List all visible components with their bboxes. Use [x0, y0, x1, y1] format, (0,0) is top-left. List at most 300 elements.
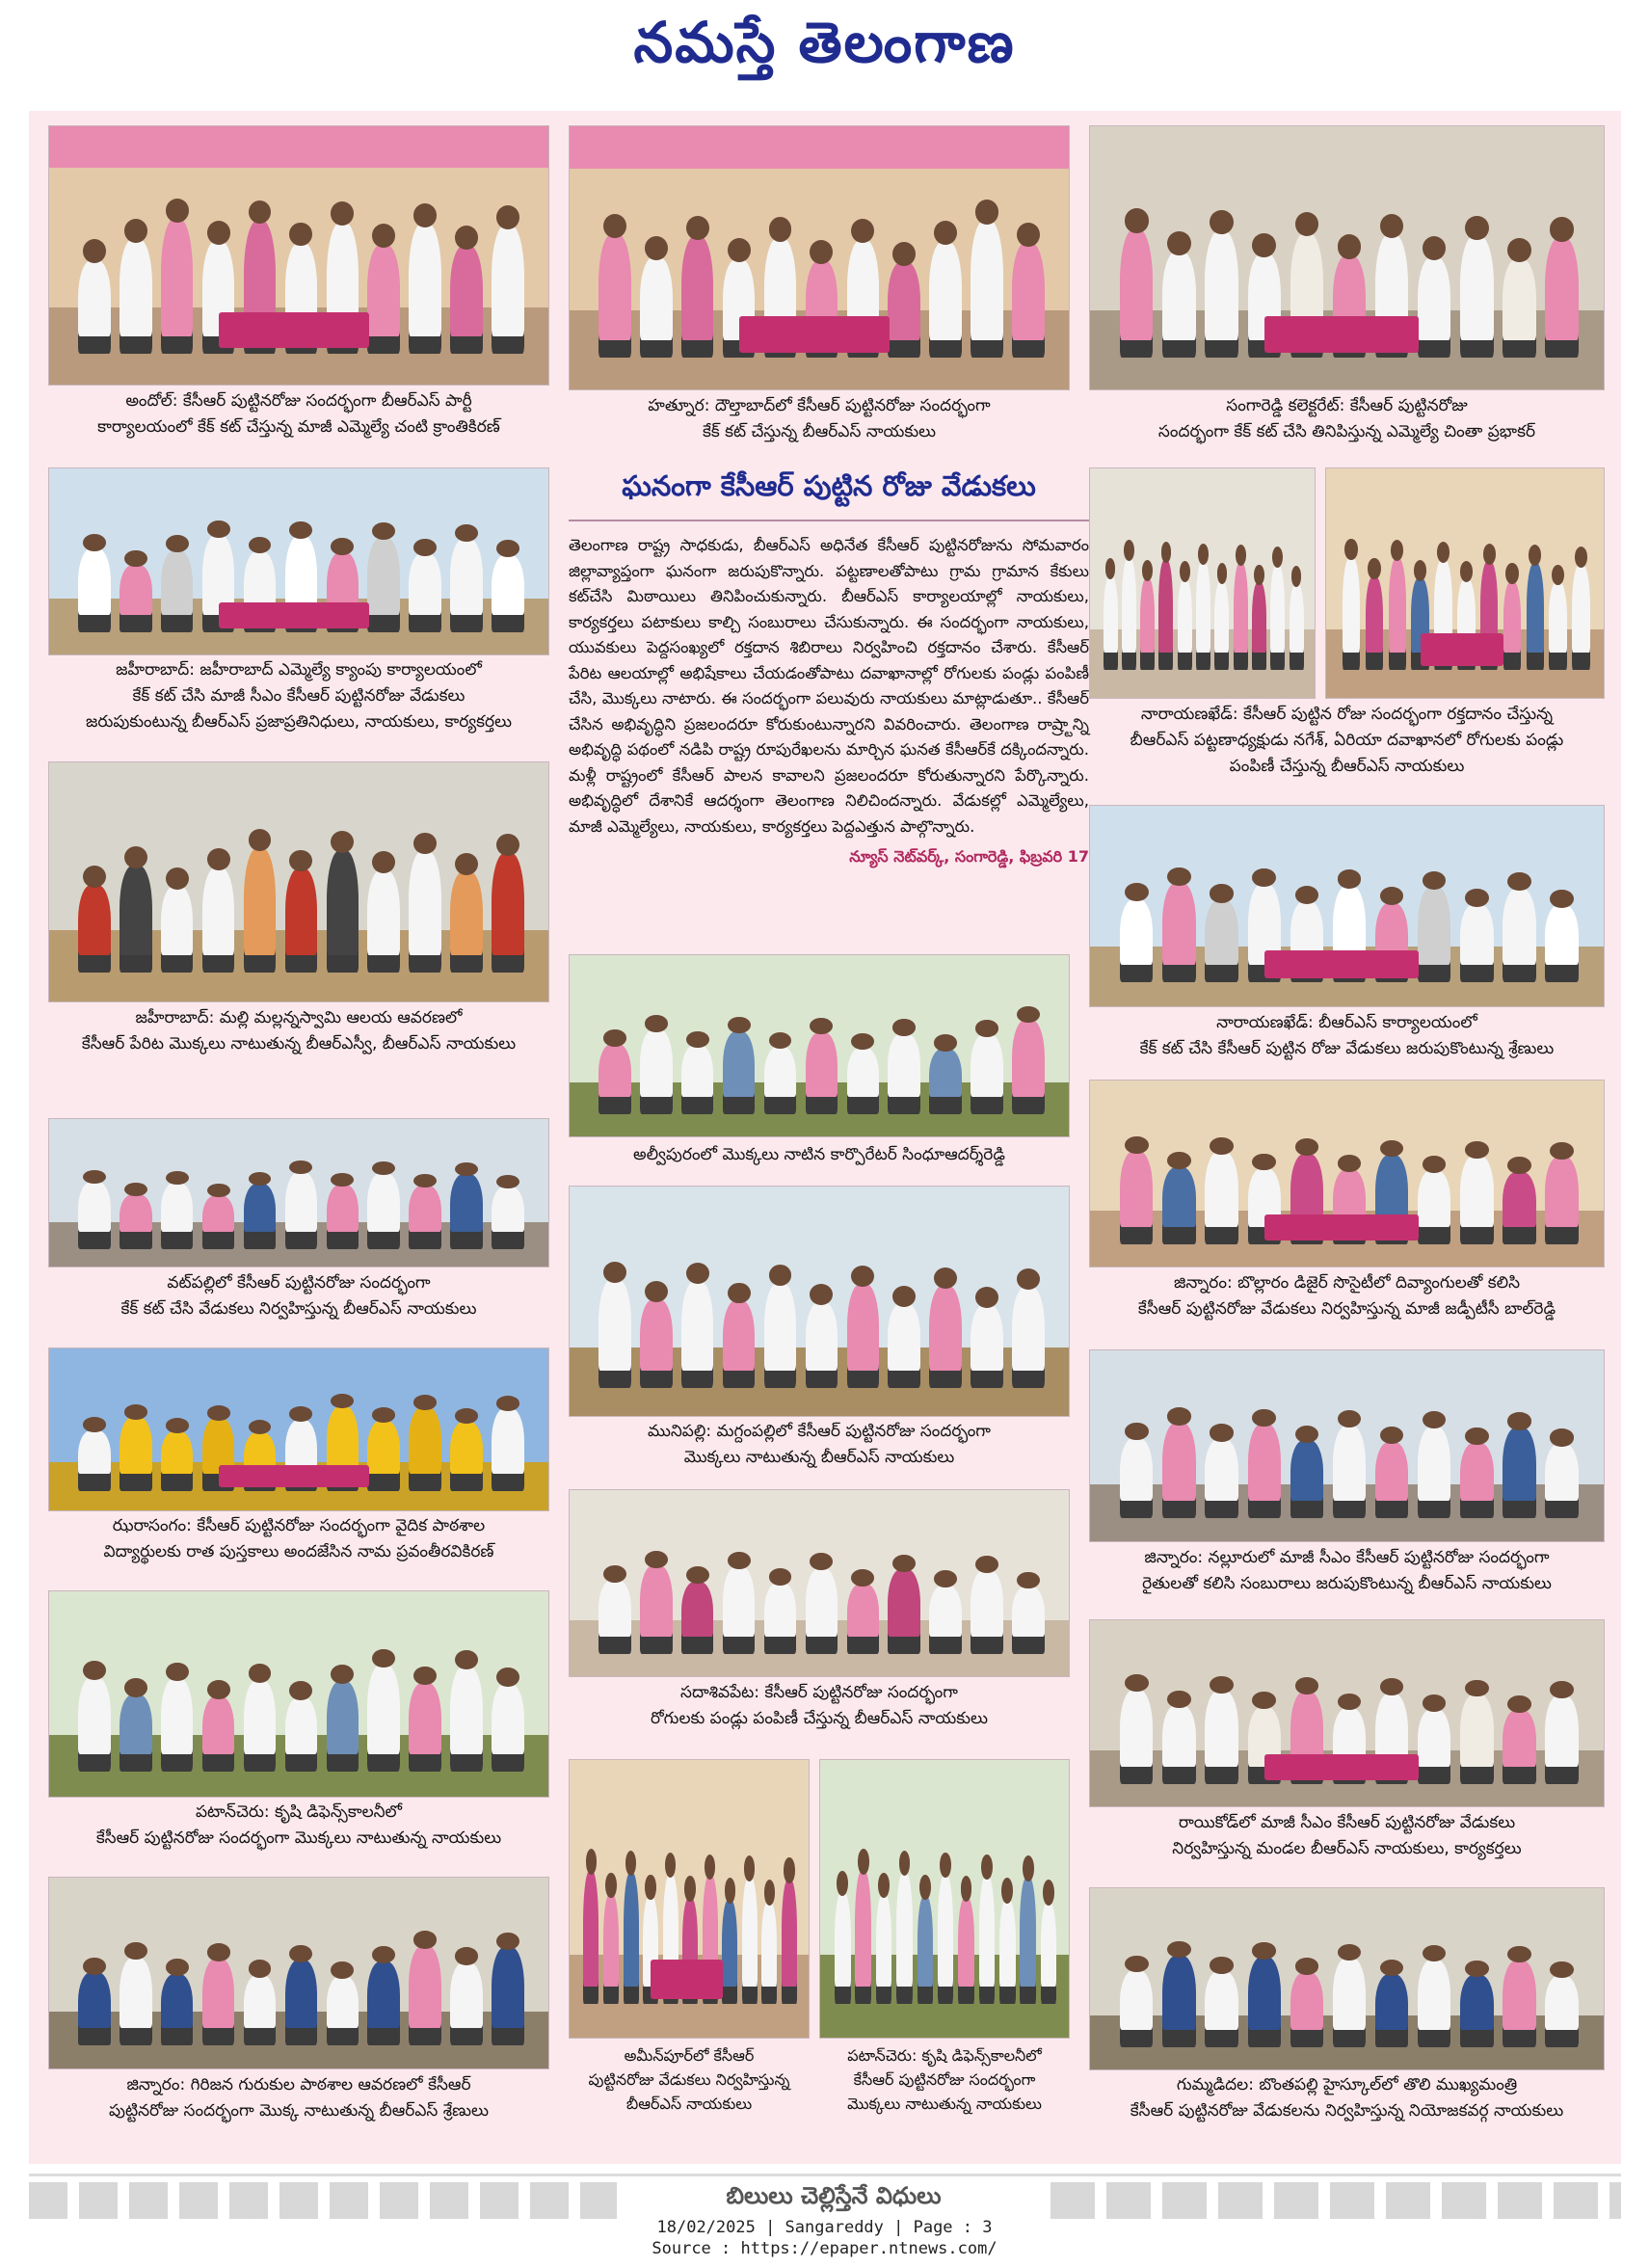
photo-person — [1503, 889, 1535, 982]
photo-person — [78, 885, 110, 974]
photo-patancheru-defence — [819, 1759, 1070, 2039]
photo-person-head — [645, 236, 668, 260]
photo-person — [1214, 581, 1229, 671]
photo-person-head — [686, 1263, 709, 1284]
photo-person — [161, 219, 193, 354]
photo-person-head — [207, 1184, 230, 1197]
photo-crowd — [69, 1152, 529, 1249]
photo-person — [1162, 1705, 1195, 1784]
photo-sadasivpet-hospital — [569, 1489, 1070, 1677]
photo-person-head — [1167, 1152, 1191, 1169]
photo-person-head — [1125, 883, 1149, 901]
photo-person-head — [83, 534, 106, 551]
photo-person — [1545, 1976, 1578, 2047]
photo-person — [1333, 1426, 1366, 1519]
photo-person-head — [728, 1017, 751, 1033]
photo-person-head — [1252, 233, 1276, 257]
photo-person-head — [899, 1851, 911, 1877]
photo-person — [1460, 1975, 1493, 2048]
caption-line: మొక్కలు నాటుతున్న బీఆర్ఎస్ నాయకులు — [683, 1448, 955, 1467]
photo-person — [78, 1182, 110, 1249]
photo-person-head — [934, 1267, 957, 1289]
photo-person — [847, 1584, 879, 1654]
photo-person — [1104, 576, 1118, 670]
photo-cake-table — [219, 312, 368, 349]
photo-person — [1460, 1156, 1493, 1244]
photo-hatnoor-cake — [569, 125, 1070, 390]
photo-person — [1290, 584, 1304, 671]
photo-person — [1120, 1970, 1153, 2048]
photo-person-head — [1125, 1136, 1149, 1154]
photo-person — [640, 1029, 672, 1114]
photo-person-head — [413, 1667, 437, 1686]
photo-person-head — [1210, 884, 1234, 902]
photo-person — [1418, 1960, 1450, 2048]
photo-person-head — [1368, 558, 1380, 579]
caption-line: కేసీఆర్ పుట్టినరోజు వేడుకలు నిర్వహిస్తున్న మాజీ జడ్పీటీసీ బాల్‌రెడ్డి — [1137, 1299, 1556, 1319]
photo-person-head — [249, 1664, 272, 1683]
photo-person — [583, 1871, 598, 2005]
photo-person — [202, 867, 234, 974]
photo-person-head — [83, 1170, 106, 1184]
photo-person-head — [728, 238, 751, 262]
photo-person-head — [1198, 544, 1209, 565]
photo-person-head — [413, 1395, 437, 1410]
photo-person — [723, 1566, 755, 1653]
photo-person — [971, 1570, 1002, 1654]
photo-person-head — [725, 1878, 735, 1904]
photo-person — [367, 1665, 399, 1772]
photo-person — [1389, 558, 1407, 670]
teaser-headline: బిలులు చెల్లిస్తేనే విధులు — [726, 2182, 942, 2209]
photo-person — [876, 1894, 892, 2004]
caption-line: కార్యాలయంలో కేక్ కట్ చేస్తున్న మాజీ ఎమ్మెల్యే చంటి క్రాంతికిరణ్ — [97, 417, 500, 437]
teaser-right-cut — [1051, 2182, 1621, 2219]
photo-person-head — [1017, 1572, 1040, 1589]
photo-person — [764, 1583, 796, 1654]
photo-person-head — [124, 1942, 147, 1960]
photo-person-head — [769, 1032, 792, 1049]
photo-person-head — [1295, 212, 1319, 236]
photo-person-head — [1125, 208, 1149, 232]
photo-person — [409, 1683, 440, 1773]
photo-person — [764, 1283, 796, 1389]
photo-person — [888, 1569, 919, 1654]
photo-person-head — [1507, 1946, 1531, 1962]
photo-person-head — [1423, 1156, 1447, 1173]
caption-line: అందోల్: కేసీఆర్ పుట్టినరోజు సందర్భంగా బీఆర్ఎస్ పార్టీ — [125, 391, 472, 411]
photo-person-head — [728, 1283, 751, 1304]
photo-person-head — [249, 829, 272, 851]
photo-person-head — [1125, 1956, 1149, 1972]
photo-person-head — [1550, 1428, 1574, 1446]
photo-person-head — [372, 1649, 395, 1668]
photo-person-head — [919, 1875, 931, 1901]
photo-person — [78, 548, 110, 632]
photo-person-head — [1161, 542, 1172, 563]
photo-person — [1041, 1902, 1057, 2004]
photo-person — [1120, 1438, 1153, 1519]
photo-person — [722, 1900, 737, 2004]
photo-person-head — [496, 1396, 519, 1411]
photo-person-head — [83, 1417, 106, 1432]
main-article — [569, 469, 1089, 922]
caption-line: కేసీఆర్ పుట్టినరోజు సందర్భంగా మొక్కలు నాటుతున్న నాయకులు — [95, 1828, 502, 1848]
photo-person — [681, 1281, 713, 1389]
caption-line: పుట్టినరోజు వేడుకలు నిర్వహిస్తున్న — [588, 2070, 790, 2089]
photo-person-head — [455, 1408, 478, 1424]
photo-person-head — [605, 1873, 616, 1899]
photo-vatpalli — [48, 1118, 549, 1267]
photo-person-head — [207, 1680, 230, 1699]
photo-person-head — [496, 1175, 519, 1188]
photo-person — [492, 1684, 523, 1772]
photo-person — [120, 1694, 151, 1772]
photo-person — [1178, 579, 1192, 670]
photo-person-head — [1001, 1878, 1013, 1904]
photo-person-head — [878, 1873, 890, 1899]
photo-crowd — [1099, 519, 1305, 670]
photo-person-head — [496, 540, 519, 557]
photo-person-head — [934, 221, 957, 245]
photo-person — [971, 221, 1002, 358]
photo-person-head — [940, 1853, 951, 1879]
photo-person — [244, 1184, 276, 1249]
photo-munipalli — [569, 1186, 1070, 1417]
photo-person — [806, 1032, 838, 1115]
photo-person-head — [705, 1854, 715, 1881]
photo-person-head — [1338, 234, 1362, 258]
photo-cake-table — [1264, 316, 1419, 353]
photo-person — [120, 565, 151, 632]
photo-person-head — [166, 535, 189, 552]
photo-person-head — [810, 240, 833, 264]
photo-person — [847, 1048, 879, 1114]
photo-person-head — [1465, 1141, 1489, 1159]
photo-person-head — [331, 831, 354, 853]
caption-line: కేక్ కట్ చేసి మాజీ సీఎం కేసీఆర్ పుట్టినరోజు వేడుకలు — [132, 686, 465, 706]
masthead-title: నమస్తే తెలంగాణ — [633, 10, 1016, 75]
photo-narayankhed-blood-donation — [1089, 467, 1316, 699]
photo-person — [450, 1174, 482, 1249]
caption-line: సదాశివపేట: కేసీఆర్ పుట్టినరోజు సందర్భంగా — [680, 1683, 958, 1702]
photo-person — [202, 1959, 234, 2045]
photo-person — [723, 1031, 755, 1115]
photo-person — [244, 848, 276, 973]
photo-person-head — [645, 1551, 668, 1568]
photo-crowd — [1110, 1928, 1583, 2047]
photo-person-head — [1550, 217, 1574, 241]
photo-person-head — [83, 1661, 106, 1680]
photo-person — [161, 886, 193, 973]
photo-person-head — [455, 226, 478, 250]
caption-line: జిన్నారం: నల్లూరులో మాజీ సీఎం కేసీఆర్ పుట్టినరోజు సందర్భంగా — [1144, 1548, 1550, 1567]
caption-line: రైతులతో కలిసి సంబురాలు జరుపుకొంటున్న బీఆర్ఎస్ నాయకులు — [1142, 1574, 1552, 1593]
photo-person — [1460, 904, 1493, 982]
photo-person-head — [975, 200, 998, 224]
photo-person-head — [496, 834, 519, 856]
photo-person-head — [207, 520, 230, 538]
photo-person-head — [455, 1650, 478, 1669]
photo-person-head — [851, 219, 874, 243]
caption-line: బీఆర్ఎస్ నాయకులు — [625, 2095, 753, 2113]
photo-person-head — [1550, 1142, 1574, 1160]
photo-person — [1252, 582, 1266, 670]
photo-person — [598, 234, 630, 358]
photo-person-head — [249, 1960, 272, 1977]
photo-person-head — [1338, 869, 1362, 888]
caption-line: మొక్కలు నాటుతున్న నాయకులు — [847, 2095, 1042, 2113]
photo-person-head — [372, 522, 395, 540]
caption-line: విద్యార్థులకు రాత పుస్తకాలు అందజేసిన నామ ప్రవంతీరవికిరణ్ — [103, 1542, 494, 1561]
caption-line: నారాయణఖేడ్: కేసీఆర్ పుట్టిన రోజు సందర్భంగా రక్తదానం చేస్తున్న — [1140, 705, 1554, 724]
photo-person — [806, 1302, 838, 1389]
photo-person — [1366, 576, 1384, 670]
photo-person — [161, 1431, 193, 1491]
photo-cake-table — [1421, 633, 1503, 665]
photo-cake-table — [739, 316, 889, 353]
caption-line: పంపిణీ చేస్తున్న బీఆర్ఎస్ నాయకులు — [1229, 757, 1465, 776]
photo-person-head — [686, 1031, 709, 1048]
photo-person — [999, 1900, 1016, 2004]
photo-person-head — [207, 848, 230, 870]
photo-person-head — [1465, 216, 1489, 240]
photo-person-head — [83, 239, 106, 263]
photo-patancheru-plants — [48, 1590, 549, 1798]
photo-person-head — [166, 1663, 189, 1682]
photo-person-head — [665, 1853, 676, 1879]
photo-person-head — [1507, 1157, 1531, 1174]
photo-crowd — [590, 1531, 1050, 1653]
photo-person — [1158, 560, 1173, 671]
photo-person-head — [1295, 1426, 1319, 1443]
photo-person — [1375, 1442, 1408, 1519]
photo-person-head — [1167, 1691, 1191, 1708]
photo-person — [1162, 883, 1195, 982]
caption-ameenpur — [564, 2043, 814, 2116]
photo-person-head — [1295, 1677, 1319, 1694]
photo-person-head — [166, 199, 189, 223]
photo-person-head — [1550, 890, 1574, 908]
photo-person-head — [249, 537, 272, 554]
photo-person — [1205, 1439, 1237, 1518]
photo-person-head — [975, 1020, 998, 1036]
photo-person — [1162, 1956, 1195, 2048]
photo-person — [888, 262, 919, 358]
photo-person-head — [1465, 1428, 1489, 1445]
photo-person-head — [207, 221, 230, 245]
photo-person-head — [1105, 558, 1116, 579]
photo-person-head — [1505, 563, 1518, 584]
photo-person-head — [603, 1262, 626, 1283]
photo-person — [918, 1896, 934, 2004]
photo-person — [1333, 1958, 1366, 2047]
photo-person-head — [289, 521, 312, 539]
caption-line: సందర్భంగా కేక్ కట్ చేసి తినిపిస్తున్న ఎమ్మెల్యే చింతా ప్రభాకర్ — [1157, 422, 1536, 441]
photo-person-head — [1180, 561, 1190, 582]
photo-person-head — [1252, 868, 1276, 887]
photo-person — [1545, 1157, 1578, 1243]
photo-person-head — [496, 205, 519, 229]
photo-person — [1418, 257, 1450, 359]
photo-person-head — [413, 203, 437, 227]
photo-person-head — [1483, 544, 1496, 565]
caption-gummadidala — [1079, 2072, 1614, 2124]
footer-source: Source : https://epaper.ntnews.com/ — [652, 2239, 997, 2258]
photo-person — [1162, 1167, 1195, 1244]
photo-person — [409, 224, 440, 353]
photo-person — [367, 538, 399, 632]
photo-person-head — [892, 1555, 916, 1572]
masthead — [0, 0, 1649, 92]
photo-person — [367, 1173, 399, 1249]
photo-person-head — [289, 1161, 312, 1174]
photo-person-head — [124, 550, 147, 568]
caption-line: రాయికోడ్‌లో మాజీ సీఎం కేసీఆర్ పుట్టినరోజు వేడుకలు — [1178, 1813, 1516, 1832]
photo-person-head — [1529, 545, 1541, 566]
photo-person — [681, 236, 713, 358]
photo-person-head — [496, 1668, 519, 1687]
photo-person — [1418, 887, 1450, 982]
photo-person-head — [455, 853, 478, 875]
photo-person-head — [1295, 1138, 1319, 1156]
caption-narayankhed-office — [1079, 1010, 1614, 1062]
caption-raikode — [1079, 1810, 1614, 1862]
photo-person-head — [166, 1171, 189, 1185]
photo-person-head — [603, 214, 626, 238]
caption-line: కేసీఆర్ పుట్టినరోజు వేడుకలను నిర్వహిస్తున్న నియోజకవర్గ నాయకులు — [1130, 2101, 1564, 2121]
photo-person-head — [837, 1871, 848, 1897]
photo-person-head — [1167, 1941, 1191, 1958]
photo-person-head — [455, 1162, 478, 1176]
photo-person — [409, 1407, 440, 1490]
photo-person — [1012, 243, 1044, 358]
photo-person-head — [744, 1855, 755, 1881]
caption-line: హత్నూర: దౌల్తాబాద్‌లో కేసీఆర్ పుట్టినరోజు సందర్భంగా — [648, 396, 991, 415]
photo-person — [1418, 1170, 1450, 1243]
photo-person-head — [1380, 1678, 1404, 1695]
photo-person — [1120, 1690, 1153, 1784]
photo-person-head — [1167, 1407, 1191, 1425]
photo-person-head — [1338, 1944, 1362, 1961]
photo-person — [742, 1878, 758, 2004]
photo-cake-table — [219, 602, 368, 628]
photo-person-head — [892, 1019, 916, 1035]
photo-person-head — [413, 1174, 437, 1187]
caption-line: సంగారెడ్డి కలెక్టరేట్: కేసీఆర్ పుట్టినరోజు — [1226, 396, 1468, 415]
photo-person-head — [124, 1678, 147, 1697]
photo-person-head — [684, 1876, 695, 1902]
caption-sadasivpet — [559, 1680, 1079, 1732]
caption-line: అమీన్‌పూర్‌లో కేసీఆర్ — [624, 2046, 755, 2065]
photo-person-head — [1142, 560, 1153, 581]
photo-person-head — [1167, 867, 1191, 886]
photo-person-head — [1017, 1268, 1040, 1290]
photo-person — [161, 1974, 193, 2046]
photo-person-head — [1023, 1855, 1034, 1881]
photo-person-head — [331, 1173, 354, 1187]
photo-person — [409, 851, 440, 973]
photo-person-head — [645, 1875, 655, 1901]
photo-alwal-plants — [569, 954, 1070, 1137]
photo-person — [327, 1185, 359, 1249]
caption-line: జిన్నారం: బొల్లారం డిజైర్ సొసైటీలో దివ్యాంగులతో కలిసి — [1173, 1273, 1521, 1293]
caption-line: జహీరాబాద్: మల్లి మల్లన్నస్వామి ఆలయ ఆవరణలో — [135, 1008, 463, 1027]
photo-person — [640, 1299, 672, 1389]
photo-person-head — [1423, 1945, 1447, 1961]
photo-person-head — [1575, 547, 1587, 568]
photo-person — [285, 1960, 317, 2045]
photo-person-head — [1423, 236, 1447, 260]
photo-person — [1270, 565, 1285, 671]
photo-person-head — [455, 1947, 478, 1964]
photo-person — [1290, 1972, 1323, 2047]
photo-gummadidala-school — [1089, 1887, 1605, 2070]
photo-cake-table — [1264, 1754, 1419, 1780]
photo-person — [450, 1667, 482, 1773]
photo-person-head — [249, 200, 272, 225]
photo-person-head — [851, 1033, 874, 1050]
photo-person-head — [769, 1265, 792, 1286]
photo-person-head — [289, 1681, 312, 1700]
photo-crowd — [830, 1821, 1058, 2004]
caption-line: కేక్ కట్ చేసి వేడుకలు నిర్వహిస్తున్న బీఆర్ఎస్ నాయకులు — [120, 1299, 477, 1319]
photo-person — [244, 1975, 276, 2045]
caption-jharasangam — [39, 1513, 559, 1565]
caption-bollaram — [1079, 1270, 1614, 1322]
photo-person-head — [1380, 1427, 1404, 1444]
caption-zaheerabad-camp — [39, 657, 559, 735]
photo-person-head — [1423, 1411, 1447, 1428]
photo-jharasangam-students — [48, 1347, 549, 1511]
photo-person — [492, 1187, 523, 1249]
photo-person — [202, 1195, 234, 1249]
photo-person — [327, 1681, 359, 1772]
photo-person-head — [124, 846, 147, 868]
photo-person — [409, 553, 440, 632]
photo-cake-table — [651, 1960, 722, 1998]
photo-person-head — [331, 538, 354, 555]
photo-person — [202, 1696, 234, 1773]
photo-person-head — [858, 1849, 869, 1875]
photo-person — [1120, 229, 1153, 358]
caption-line: బీఆర్ఎస్ పట్టణాధ్యక్షుడు నగేశ్, ఏరియా దవాఖానలో రోగులకు పండ్లు — [1130, 731, 1564, 750]
photo-person-head — [1217, 563, 1228, 584]
caption-line: జహీరాబాద్: జహీరాబాద్ ఎమ్మెల్యే క్యాంపు కార్యాలయంలో — [116, 660, 482, 680]
photo-person — [285, 1697, 317, 1772]
photo-person — [367, 245, 399, 354]
photo-person-head — [975, 1287, 998, 1308]
photo-person — [120, 866, 151, 973]
photo-person-head — [586, 1849, 597, 1875]
photo-person-head — [1507, 872, 1531, 891]
photo-person — [624, 1873, 639, 2005]
photo-crowd — [590, 995, 1050, 1114]
photo-person — [120, 1194, 151, 1249]
caption-line: ఝరాసంగం: కేసీఆర్ పుట్టినరోజు సందర్భంగా వైదిక పాఠశాల — [112, 1516, 486, 1535]
photo-crowd — [590, 1237, 1050, 1388]
photo-person — [1503, 259, 1535, 359]
page-area — [29, 111, 1621, 2164]
photo-person — [492, 555, 523, 632]
photo-person-head — [372, 1946, 395, 1963]
photo-person-head — [372, 1161, 395, 1175]
photo-person — [161, 550, 193, 632]
photo-person-head — [1380, 1140, 1404, 1158]
photo-person-head — [1125, 1674, 1149, 1692]
caption-sangareddy — [1079, 393, 1614, 445]
photo-person-head — [207, 1405, 230, 1421]
